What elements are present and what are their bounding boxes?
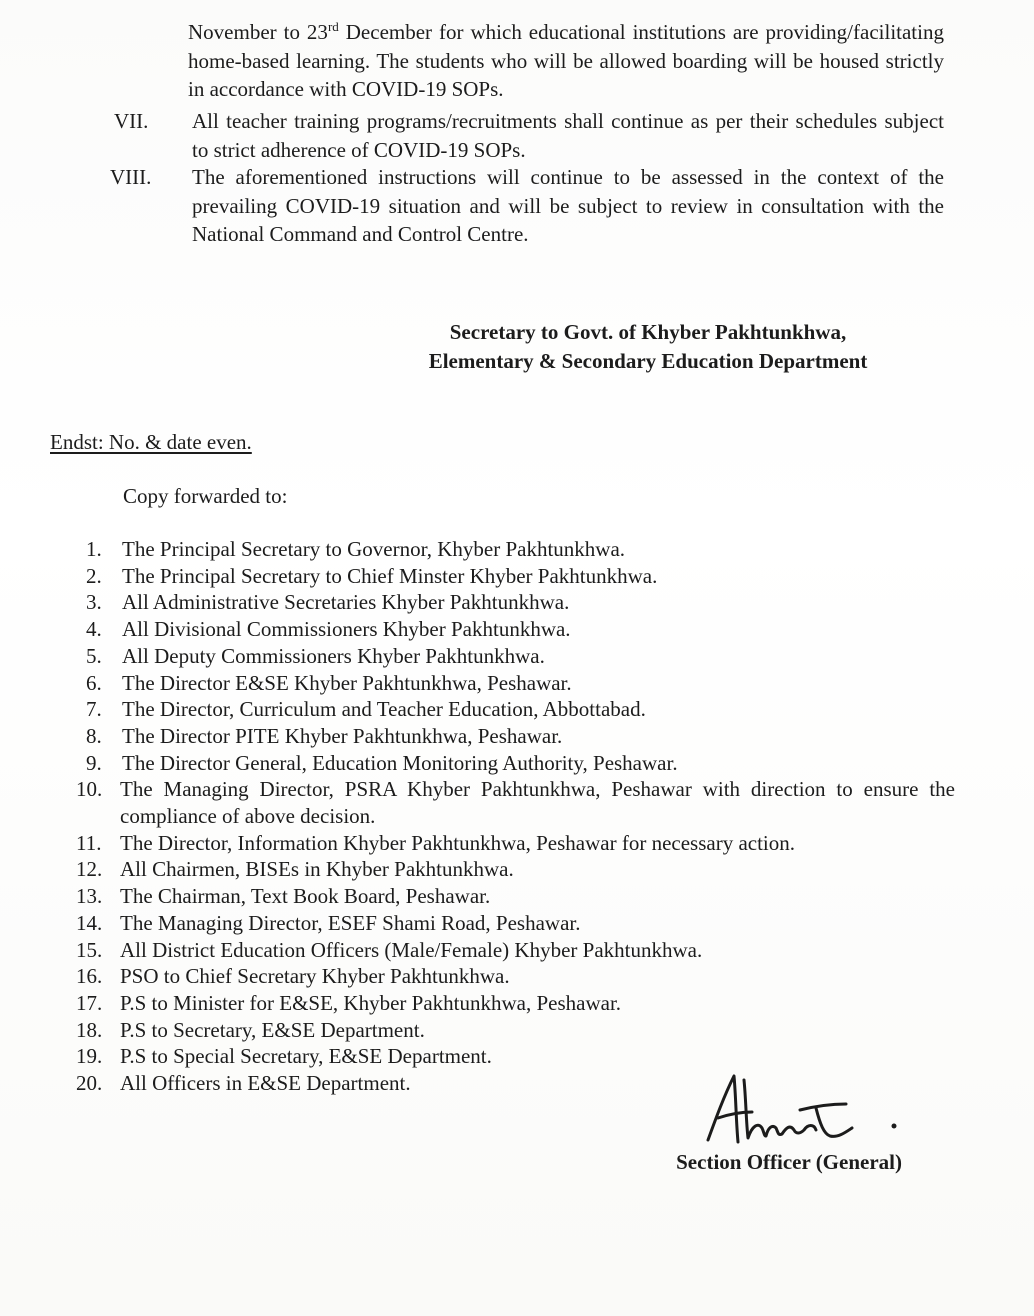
list-item-text: All Divisional Commissioners Khyber Pakhtunkhwa.	[122, 617, 571, 642]
list-item-text: The Director, Information Khyber Pakhtunkhwa, Peshawar for necessary action.	[120, 830, 796, 855]
list-item-number: 5.	[86, 643, 102, 668]
list-item-text: The Chairman, Text Book Board, Peshawar.	[120, 884, 491, 909]
list-item	[86, 696, 966, 723]
signatory-line-1: Secretary to Govt. of Khyber Pakhtunkhwa,	[449, 320, 847, 344]
list-item-number: 3.	[86, 590, 102, 615]
list-item-number: 20.	[76, 1071, 103, 1096]
list-item-number: 15.	[76, 937, 103, 962]
list-item-text: The Director E&SE Khyber Pakhtunkhwa, Peshawar.	[122, 670, 572, 695]
list-item-number: 1.	[86, 537, 102, 561]
list-item-text: P.S to Secretary, E&SE Department.	[120, 1017, 425, 1042]
list-item-number: 7.	[86, 697, 102, 722]
list-item	[76, 963, 956, 990]
list-item	[86, 616, 966, 643]
list-item-number: 19.	[76, 1044, 103, 1069]
list-item-text: The Director General, Education Monitoring Authority, Peshawar.	[122, 750, 678, 775]
list-item	[76, 990, 956, 1017]
paragraph-vii-number: VII.	[114, 109, 149, 133]
list-item-text: The Principal Secretary to Chief Minster Khyber Pakhtunkhwa.	[122, 563, 658, 588]
list-item	[86, 536, 966, 563]
paragraph-vi-prefix: November to 23	[188, 20, 328, 44]
list-item-text: The Managing Director, ESEF Shami Road, Peshawar.	[120, 910, 581, 935]
paragraph-vii-text: All teacher training programs/recruitments shall continue as per their schedules subject to strict adherence of COVID-19 SOPs.	[192, 109, 944, 162]
signatory-block	[390, 318, 906, 376]
list-item	[76, 910, 956, 937]
list-item-number: 17.	[76, 990, 103, 1015]
list-item-number: 4.	[86, 617, 102, 642]
list-item	[76, 776, 956, 829]
list-item-text: The Principal Secretary to Governor, Khyber Pakhtunkhwa.	[122, 537, 626, 561]
list-item-text: All Officers in E&SE Department.	[120, 1071, 411, 1096]
list-item-text: PSO to Chief Secretary Khyber Pakhtunkhwa.	[120, 964, 510, 989]
list-item-number: 11.	[76, 830, 102, 855]
list-item-number: 18.	[76, 1017, 103, 1042]
handwritten-signature	[696, 1068, 916, 1158]
paragraph-vi-suffix: December for which educational institutions are providing/facilitating home-based learning. The students who will be allowed boarding will be housed strictly in accordance with COVID-19 SOPs.	[188, 20, 944, 101]
list-item	[86, 723, 966, 750]
copy-forwarded-heading: Copy forwarded to:	[123, 484, 288, 508]
list-item-text: The Director, Curriculum and Teacher Education, Abbottabad.	[122, 697, 646, 722]
recipients-list	[76, 536, 966, 1097]
list-item-text: All Administrative Secretaries Khyber Pakhtunkhwa.	[122, 590, 570, 615]
list-item-number: 12.	[76, 857, 103, 882]
signatory-line-2: Elementary & Secondary Education Department	[428, 349, 868, 373]
list-item-number: 13.	[76, 884, 103, 909]
list-item-text: The Managing Director, PSRA Khyber Pakhtunkhwa, Peshawar with direction to ensure the compliance of above decision.	[120, 777, 955, 829]
paragraph-vi-continued	[188, 18, 944, 104]
list-item-text: P.S to Minister for E&SE, Khyber Pakhtunkhwa, Peshawar.	[120, 990, 622, 1015]
list-item	[76, 1043, 956, 1070]
list-item-number: 6.	[86, 670, 102, 695]
list-item-number: 10.	[76, 777, 103, 802]
list-item-number: 9.	[86, 750, 102, 775]
list-item-number: 14.	[76, 910, 103, 935]
list-item	[76, 856, 956, 883]
list-item	[76, 830, 956, 857]
list-item	[86, 563, 966, 590]
paragraph-viii-text: The aforementioned instructions will continue to be assessed in the context of the prevailing COVID-19 situation and will be subject to review in consultation with the National Command and Control Centre.	[192, 165, 944, 246]
list-item	[76, 937, 956, 964]
list-item-text: The Director PITE Khyber Pakhtunkhwa, Peshawar.	[122, 723, 563, 748]
paragraph-viii-number: VIII.	[110, 165, 152, 189]
list-item-text: All Chairmen, BISEs in Khyber Pakhtunkhwa.	[120, 857, 514, 882]
list-item	[86, 750, 966, 777]
list-item	[76, 883, 956, 910]
ordinal-suffix: rd	[327, 19, 339, 34]
list-item	[86, 670, 966, 697]
list-item-text: P.S to Special Secretary, E&SE Department.	[120, 1044, 492, 1069]
list-item	[76, 1017, 956, 1044]
list-item-number: 2.	[86, 563, 102, 588]
list-item-text: All Deputy Commissioners Khyber Pakhtunkhwa.	[122, 643, 545, 668]
list-item-text: All District Education Officers (Male/Female) Khyber Pakhtunkhwa.	[120, 937, 703, 962]
endorsement-line: Endst: No. & date even.	[50, 430, 252, 454]
list-item	[86, 643, 966, 670]
list-item	[86, 589, 966, 616]
list-item-number: 16.	[76, 964, 103, 989]
list-item-number: 8.	[86, 723, 102, 748]
section-officer-title: Section Officer (General)	[676, 1150, 902, 1174]
